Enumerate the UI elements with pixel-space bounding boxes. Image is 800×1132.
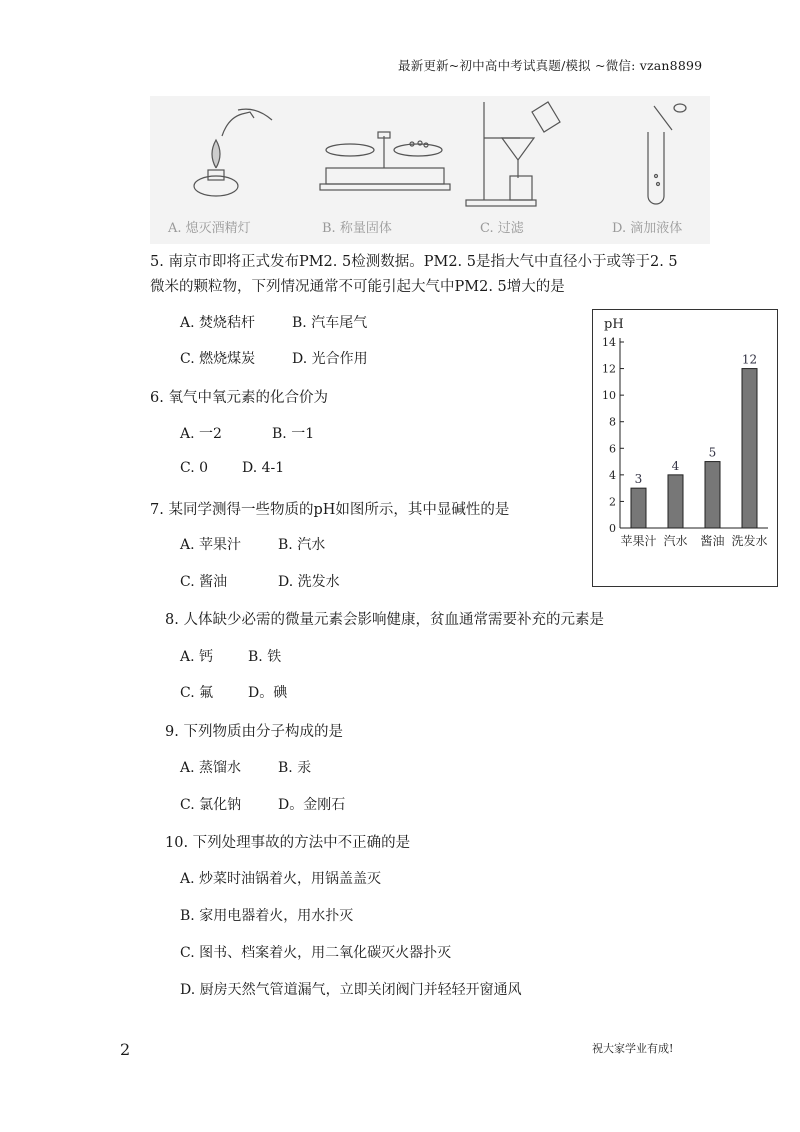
q10-option-d: D. 厨房天然气管道漏气，立即关闭阀门并轻轻开窗通风	[180, 982, 522, 998]
q8-option-c: C. 氟	[180, 685, 214, 701]
question-10: 10. 下列处理事故的方法中不正确的是	[165, 835, 411, 851]
chart-bar	[668, 475, 683, 528]
question-9: 9. 下列物质由分子构成的是	[165, 724, 343, 740]
q5-option-b: B. 汽车尾气	[292, 315, 368, 331]
chart-bar	[705, 462, 720, 528]
chart-y-tick-label: 6	[609, 442, 616, 456]
ph-bar-chart	[592, 309, 778, 587]
figure-label-a: A. 熄灭酒精灯	[168, 221, 251, 236]
lab-figure-strip	[150, 96, 710, 244]
q6-option-d: D. 4-1	[242, 460, 285, 476]
chart-data-label: 4	[671, 458, 680, 473]
chart-bar	[631, 488, 646, 528]
chart-y-tick-label: 4	[609, 468, 616, 482]
question-6: 6. 氧气中氧元素的化合价为	[150, 390, 328, 406]
footer-note: 祝大家学业有成!	[592, 1042, 674, 1055]
chart-bar	[742, 369, 757, 528]
chart-category-label: 苹果汁	[620, 534, 657, 548]
chart-y-tick-label: 0	[609, 522, 616, 535]
question-5-line-1: 5. 南京市即将正式发布PM2. 5检测数据。PM2. 5是指大气中直径小于或等于2. 5	[150, 254, 678, 270]
q10-option-b: B. 家用电器着火，用水扑灭	[180, 908, 354, 924]
question-5-line-2: 微米的颗粒物，下列情况通常不可能引起大气中PM2. 5增大的是	[150, 279, 565, 295]
q9-option-b: B. 汞	[278, 760, 312, 776]
figure-label-c: C. 过滤	[480, 221, 524, 236]
question-7: 7. 某同学测得一些物质的pH如图所示，其中显碱性的是	[150, 502, 510, 518]
figure-label-b: B. 称量固体	[322, 221, 392, 236]
q6-option-c: C. 0	[180, 460, 209, 476]
q5-option-d: D. 光合作用	[292, 351, 368, 367]
q9-option-c: C. 氯化钠	[180, 797, 242, 813]
chart-y-tick-label: 2	[609, 495, 616, 509]
chart-data-label: 5	[708, 445, 717, 460]
page-number: 2	[120, 1040, 131, 1059]
q8-option-d: D。碘	[248, 685, 288, 701]
chart-y-tick-label: 8	[609, 415, 616, 429]
q5-option-a: A. 焚烧秸杆	[180, 315, 256, 331]
q7-option-a: A. 苹果汁	[180, 537, 242, 553]
q7-option-d: D. 洗发水	[278, 574, 340, 590]
q6-option-a: A. 一2	[180, 426, 222, 442]
chart-category-label: 汽水	[663, 534, 688, 548]
chart-y-tick-label: 10	[602, 389, 616, 403]
chart-category-label: 酱油	[700, 534, 725, 548]
q7-option-c: C. 酱油	[180, 574, 228, 590]
question-8: 8. 人体缺少必需的微量元素会影响健康，贫血通常需要补充的元素是	[165, 612, 604, 628]
chart-data-label: 3	[634, 472, 643, 487]
q6-option-b: B. 一1	[272, 426, 315, 442]
q10-option-c: C. 图书、档案着火，用二氧化碳灭火器扑灭	[180, 945, 452, 961]
chart-ylabel: pH	[604, 317, 624, 332]
q8-option-b: B. 铁	[248, 649, 282, 665]
chart-y-tick-label: 12	[602, 362, 616, 376]
chart-data-label: 12	[741, 352, 758, 367]
q9-option-a: A. 蒸馏水	[180, 760, 242, 776]
q5-option-c: C. 燃烧煤炭	[180, 351, 256, 367]
figure-label-d: D. 滴加液体	[612, 221, 683, 236]
q9-option-d: D。金刚石	[278, 797, 346, 813]
q7-option-b: B. 汽水	[278, 537, 326, 553]
page-header: 最新更新~初中高中考试真题/模拟 ~微信: vzan8899	[398, 58, 703, 73]
q10-option-a: A. 炒菜时油锅着火，用锅盖盖灭	[180, 871, 382, 887]
q8-option-a: A. 钙	[180, 649, 214, 665]
chart-category-label: 洗发水	[731, 534, 768, 548]
chart-y-tick-label: 14	[602, 336, 616, 349]
